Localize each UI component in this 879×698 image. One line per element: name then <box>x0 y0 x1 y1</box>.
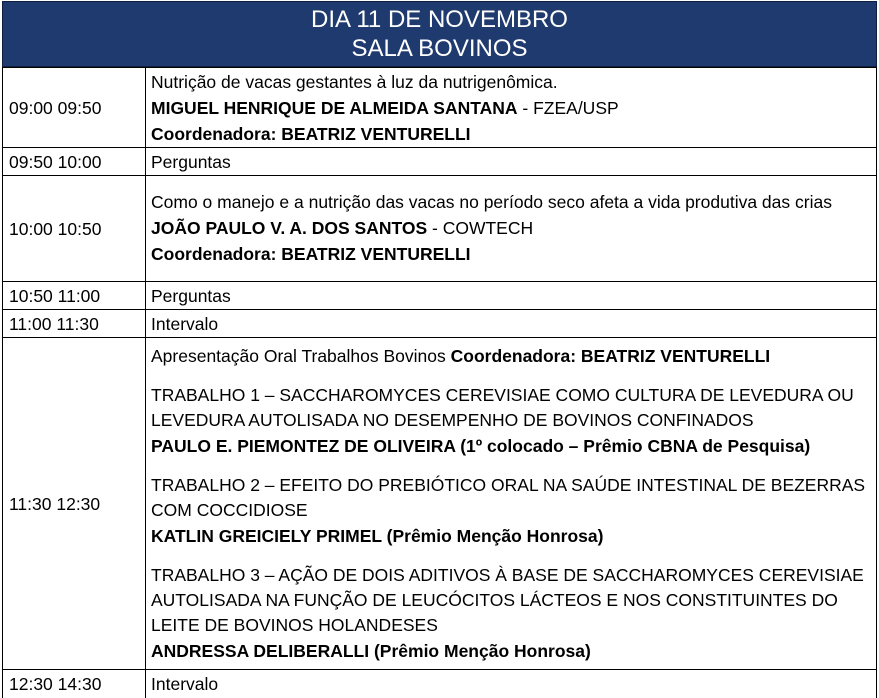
coordinator-line: Coordenadora: BEATRIZ VENTURELLI <box>151 123 471 144</box>
header-day: DIA 11 DE NOVEMBRO <box>311 6 568 33</box>
work-item <box>151 563 873 664</box>
oral-presentation-heading: Apresentação Oral Trabalhos Bovinos Coordenadora: BEATRIZ VENTURELLI <box>151 346 771 366</box>
work-author: PAULO E. PIEMONTEZ DE OLIVEIRA (1º colocado – Prêmio CBNA de Pesquisa) <box>151 436 811 456</box>
session-title: Como o manejo e a nutrição das vacas no período seco afeta a vida produtiva das crias <box>151 192 832 212</box>
table-row <box>3 176 877 282</box>
schedule-table <box>2 67 877 698</box>
session-title: Nutrição de vacas gestantes à luz da nutrigenômica. <box>151 71 558 92</box>
table-row <box>3 148 877 176</box>
time-cell: 11:00 11:30 <box>3 310 146 338</box>
table-row <box>3 310 877 338</box>
speaker-line <box>151 95 873 121</box>
work-title: TRABALHO 1 – SACCHAROMYCES CEREVISIAE COMO CULTURA DE LEVEDURA OU LEVEDURA AUTOLISADA NO DESEMPENHO DE BOVINOS CONFINADOS <box>151 385 854 430</box>
table-row <box>3 338 877 670</box>
session-cell <box>146 68 877 148</box>
work-title: TRABALHO 2 – EFEITO DO PREBIÓTICO ORAL NA SAÚDE INTESTINAL DE BEZERRAS COM COCCIDIOSE <box>151 475 866 520</box>
header-room: SALA BOVINOS <box>351 35 528 62</box>
work-item <box>151 383 873 459</box>
schedule-header <box>2 1 877 67</box>
speaker-affiliation: - FZEA/USP <box>517 97 619 118</box>
speaker-name: MIGUEL HENRIQUE DE ALMEIDA SANTANA <box>151 97 518 118</box>
work-author: KATLIN GREICIELY PRIMEL (Prêmio Menção Honrosa) <box>151 526 604 546</box>
time-cell: 12:30 14:30 <box>3 670 146 698</box>
time-cell: 10:00 10:50 <box>3 176 146 282</box>
time-cell: 09:50 10:00 <box>3 148 146 176</box>
work-title: TRABALHO 3 – AÇÃO DE DOIS ADITIVOS À BASE DE SACCHAROMYCES CEREVISIAE AUTOLISADA NA FUNÇÃO DE LEUCÓCITOS LÁCTEOS E NOS CONSTITUINTES DO LEITE DE BOVINOS HOLANDESES <box>151 565 864 635</box>
session-cell <box>146 338 877 670</box>
table-row <box>3 282 877 310</box>
session-cell: Intervalo <box>146 670 877 698</box>
table-row <box>3 68 877 148</box>
speaker-name: JOÃO PAULO V. A. DOS SANTOS <box>151 218 428 238</box>
session-cell: Intervalo <box>146 310 877 338</box>
table-row <box>3 670 877 698</box>
schedule-sheet <box>2 1 877 698</box>
time-cell: 10:50 11:00 <box>3 282 146 310</box>
session-cell <box>146 176 877 282</box>
work-item <box>151 473 873 549</box>
work-author: ANDRESSA DELIBERALLI (Prêmio Menção Honrosa) <box>151 641 591 661</box>
time-cell: 11:30 12:30 <box>3 338 146 670</box>
speaker-affiliation: - COWTECH <box>427 218 534 238</box>
time-cell: 09:00 09:50 <box>3 68 146 148</box>
session-cell: Perguntas <box>146 282 877 310</box>
coordinator-line: Coordenadora: BEATRIZ VENTURELLI <box>151 244 471 264</box>
session-cell: Perguntas <box>146 148 877 176</box>
speaker-line <box>151 215 873 241</box>
